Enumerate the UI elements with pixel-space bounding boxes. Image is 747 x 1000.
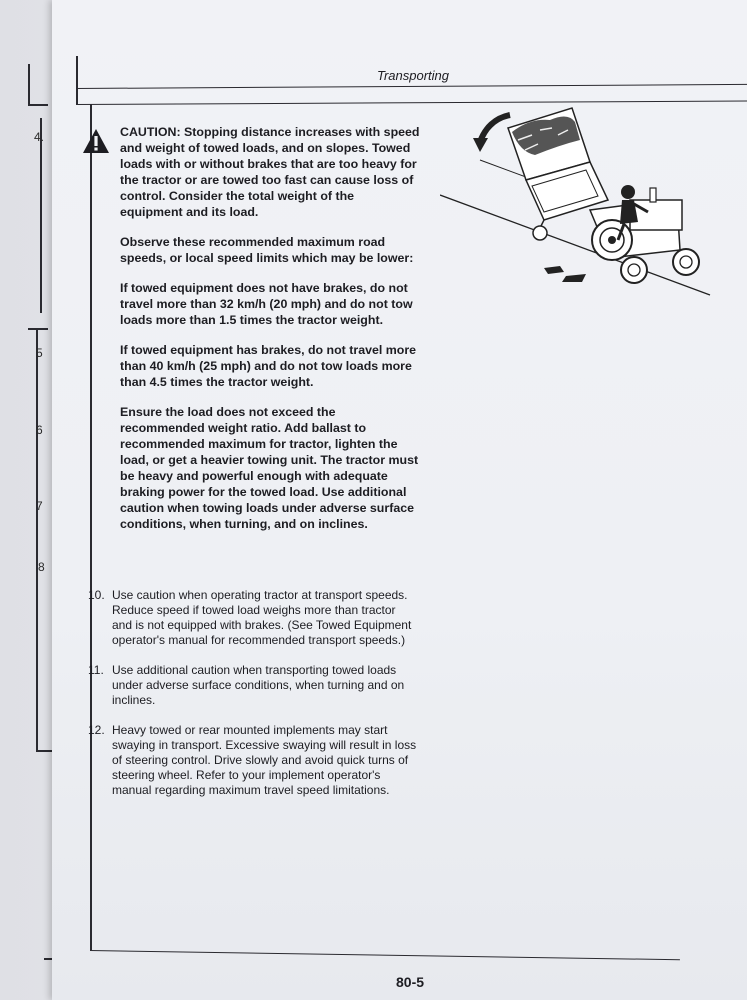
step-number: 11. — [88, 663, 104, 677]
content-left-rule — [90, 104, 92, 950]
caution-paragraph: Observe these recommended maximum road speeds, or local speed limits which may be lower: — [120, 235, 414, 265]
under-page-number: 6 — [36, 423, 43, 437]
list-item — [88, 663, 418, 708]
under-page-number: 5 — [36, 346, 43, 360]
section-title: Transporting — [377, 68, 450, 83]
under-page-number: 8 — [38, 560, 45, 574]
caution-paragraph: CAUTION: Stopping distance increases with speed and weight of towed loads, and on slopes. Towed loads with or without brakes that are too heavy for the tractor or are towed too fast can cause loss of control. Consider the total weight of the equipment and its load. — [120, 125, 420, 219]
step-number: 10. — [88, 588, 105, 602]
under-page-rule — [28, 64, 30, 104]
caution-paragraph: Ensure the load does not exceed the recommended weight ratio. Add ballast to recommended maximum for tractor, lighten the load, or get a heavier towing unit. The tractor must be heavy and powerful enough with adequate braking power for the towed load. Use additional caution when towing loads under adverse surface conditions, when turning, and on inclines. — [120, 405, 419, 531]
under-page-number: 7 — [36, 499, 43, 513]
step-text: Heavy towed or rear mounted implements may start swaying in transport. Excessive swaying will result in loss of steering control. Drive slowly and avoid quick turns of steering wheel. Refer to your implement operator's manual regarding maximum travel speed limitations. — [112, 723, 417, 797]
step-number: 12. — [88, 723, 105, 737]
list-item — [88, 588, 418, 648]
header-left-rule — [76, 56, 78, 104]
warning-triangle-icon — [82, 128, 110, 154]
step-text: Use caution when operating tractor at transport speeds. Reduce speed if towed load weighs more than tractor and is not equipped with brakes. (See Towed Equipment operator's manual for recommended transport speeds.) — [112, 588, 412, 647]
step-text: Use additional caution when transporting towed loads under adverse surface conditions, when turning and on inclines. — [112, 663, 405, 707]
under-page-rule — [28, 328, 48, 330]
page-number: 80-5 — [396, 974, 425, 990]
under-page-rule — [40, 118, 42, 313]
under-page-number: 4. — [34, 130, 45, 144]
under-page-rule — [28, 104, 48, 106]
caution-paragraph: If towed equipment has brakes, do not travel more than 40 km/h (25 mph) and do not tow loads more than 4.5 times the tractor weight. — [120, 343, 417, 389]
caution-text — [120, 124, 420, 546]
step-list — [88, 588, 418, 813]
tractor-towing-wagon-illustration — [440, 100, 720, 300]
under-page-rule — [36, 330, 38, 750]
caution-paragraph: If towed equipment does not have brakes, do not travel more than 32 km/h (20 mph) and do not tow loads more than 1.5 times the tractor weight. — [120, 281, 413, 327]
list-item — [88, 723, 418, 798]
